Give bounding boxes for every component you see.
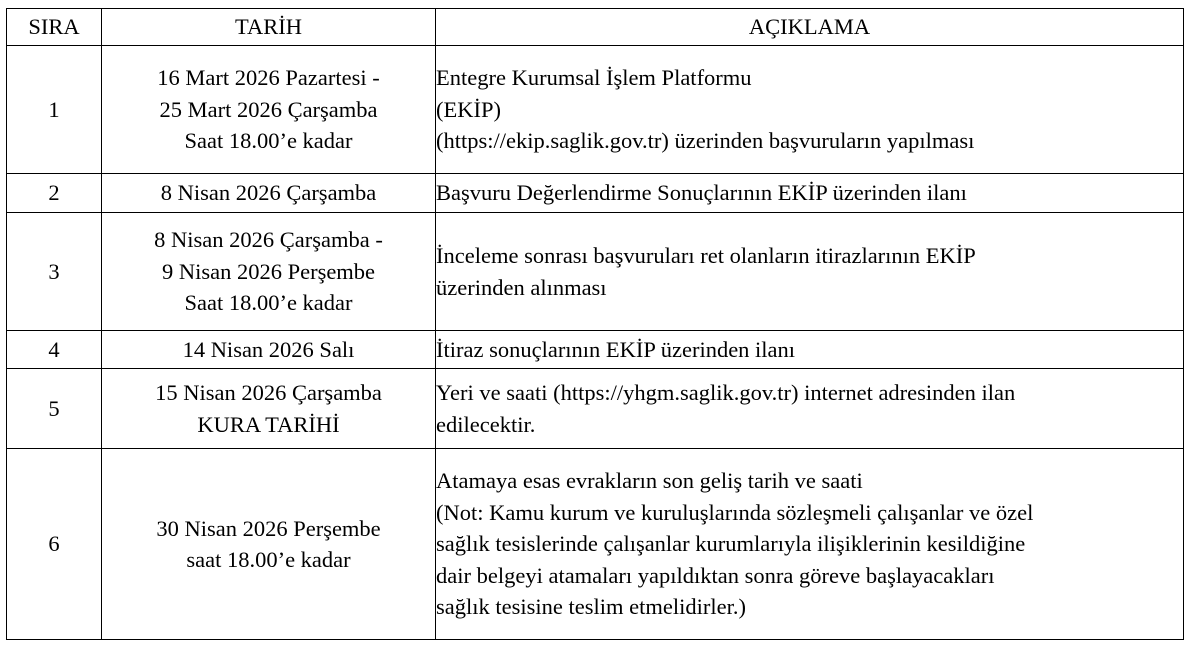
description-line: (Not: Kamu kurum ve kuruluşlarında sözleşmeli çalışanlar ve özel [436,499,1034,525]
row-number: 4 [7,331,102,369]
header-sira: SIRA [7,9,102,46]
row-number: 5 [7,369,102,449]
table-row [7,46,1184,174]
row-description [436,369,1184,449]
row-number: 6 [7,449,102,640]
description-line: (EKİP) [436,96,501,122]
date-line: Saat 18.00’e kadar [184,290,353,316]
date-line: 30 Nisan 2026 Perşembe [156,515,381,541]
description-line: İtiraz sonuçlarının EKİP üzerinden ilanı [436,336,796,362]
description-line: dair belgeyi atamaları yapıldıktan sonra göreve başlayacakları [436,562,995,588]
date-line: 16 Mart 2026 Pazartesi - [157,65,380,91]
description-line: edilecektir. [436,411,536,437]
row-description [436,174,1184,213]
table-row [7,331,1184,369]
date-line: KURA TARİHİ [197,411,340,437]
row-date [102,213,436,331]
description-line: (https://ekip.saglik.gov.tr) üzerinden başvuruların yapılması [436,128,975,154]
description-line: Entegre Kurumsal İşlem Platformu [436,65,752,91]
row-date [102,331,436,369]
table-header-row [7,9,1184,46]
row-description [436,449,1184,640]
description-line: üzerinden alınması [436,274,607,300]
description-line: İnceleme sonrası başvuruları ret olanların itirazlarının EKİP [436,243,976,268]
description-line: Yeri ve saati (https://yhgm.saglik.gov.tr) internet adresinden ilan [436,380,1016,405]
row-number: 2 [7,174,102,213]
row-number: 3 [7,213,102,331]
description-line: sağlık tesislerinde çalışanlar kurumlarıyla ilişiklerinin kesildiğine [436,531,1026,557]
row-description [436,331,1184,369]
table-row [7,449,1184,640]
description-line: Başvuru Değerlendirme Sonuçlarının EKİP üzerinden ilanı [436,180,967,206]
table-row [7,213,1184,331]
table-row [7,174,1184,213]
date-line: Saat 18.00’e kadar [184,128,353,154]
row-date [102,369,436,449]
date-line: 9 Nisan 2026 Perşembe [161,258,376,284]
date-line: 15 Nisan 2026 Çarşamba [155,380,382,405]
row-date [102,174,436,213]
header-tarih: TARİH [102,9,436,46]
row-date [102,449,436,640]
date-line: 8 Nisan 2026 Çarşamba - [154,227,383,253]
date-line: 8 Nisan 2026 Çarşamba [160,180,377,206]
date-line: saat 18.00’e kadar [186,547,351,572]
row-description [436,46,1184,174]
header-aciklama: AÇIKLAMA [436,9,1184,46]
row-date [102,46,436,174]
description-line: Atamaya esas evrakların son geliş tarih ve saati [436,468,863,494]
row-description [436,213,1184,331]
date-line: 25 Mart 2026 Çarşamba [159,96,378,122]
table-row [7,369,1184,449]
description-line: sağlık tesisine teslim etmelidirler.) [436,594,746,620]
row-number: 1 [7,46,102,174]
date-line: 14 Nisan 2026 Salı [182,336,355,362]
schedule-table [6,8,1184,640]
